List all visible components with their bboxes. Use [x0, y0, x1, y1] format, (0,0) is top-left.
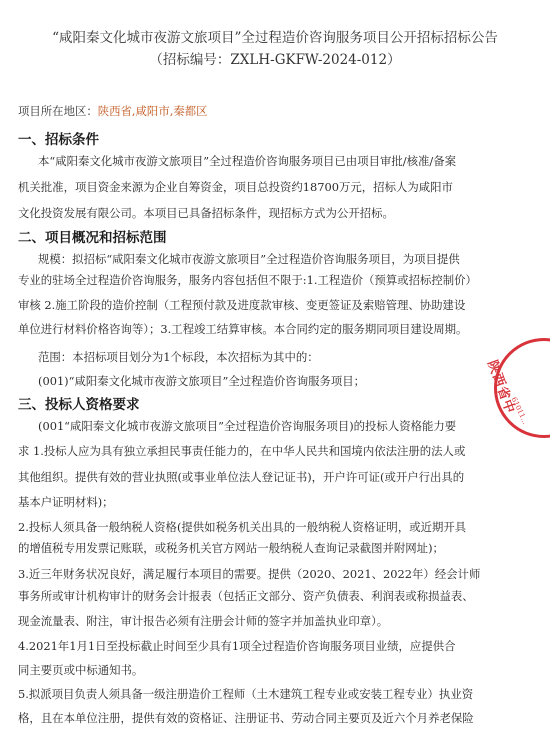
section2-heading: 二、项目概况和招标范围 [18, 230, 167, 246]
section3-line: 4.2021年1月1日至投标截止时间至少具有1项全过程造价咨询服务项目业绩，应提供合 [18, 639, 456, 653]
section2-line: 单位进行材料价格咨询等）；3.工程竣工结算审核。本合同约定的服务期同项目建设周期。 [18, 322, 468, 336]
section3-line: 2.投标人须具备一般纳税人资格(提供如税务机关出具的一般纳税人资格证明，或近期开具 [18, 520, 467, 534]
section1-line: 文化投资发展有限公司。本项目已具备招标条件，现招标方式为公开招标。 [18, 206, 394, 220]
section3-line: 其他组织。提供有效的营业执照(或事业单位法人登记证书)，开户许可证(或开户行出具的 [18, 470, 465, 484]
tender-code-label: （招标编号： [149, 52, 231, 68]
section1-heading: 一、招标条件 [18, 132, 99, 148]
tender-code-close: ） [387, 52, 401, 68]
section1-line: 本“咸阳秦文化城市夜游文旅项目”全过程造价咨询服务项目已由项目审批/核准/备案 [38, 154, 456, 168]
project-location-label: 项目所在地区： [18, 104, 98, 118]
section1-line: 机关批准，项目资金来源为企业自筹资金，项目总投资约18700万元，招标人为咸阳市 [18, 180, 453, 194]
section3-line: 格，且在本单位注册，提供有效的资格证、注册证书、劳动合同主要页及近六个月养老保险 [18, 711, 474, 725]
section3-heading: 三、投标人资格要求 [18, 397, 140, 413]
seal-text: 陕西省中 [484, 358, 518, 417]
tender-code [0, 48, 550, 68]
section3-line: 基本户证明材料)； [18, 495, 114, 509]
section3-line: 求 1.投标人应为具有独立承担民事责任能力的，在中华人民共和国境内依法注册的法人或 [18, 444, 466, 458]
section3-line: (001“咸阳秦文化城市夜游文旅项目”全过程造价咨询服务项目)的投标人资格能力要 [38, 419, 457, 433]
section2-line: (001)“咸阳秦文化城市夜游文旅项目”全过程造价咨询服务项目； [38, 374, 366, 388]
section3-line: 同主要页或中标通知书。 [18, 663, 144, 677]
official-seal [484, 338, 550, 438]
tender-code-value: ZXLH-GKFW-2024-012 [230, 52, 388, 68]
section2-line: 范围：本招标项目划分为1个标段，本次招标为其中的： [38, 350, 319, 364]
project-location-value: 陕西省,咸阳市,秦都区 [97, 104, 208, 118]
section3-line: 现金流量表、附注，审计报告必须有注册会计师的签字并加盖执业印章）。 [18, 614, 389, 628]
section3-line: 事务所或审计机构审计的财务会计报表（包括正文部分、资产负债表、利润表或称损益表、 [18, 589, 474, 603]
announcement-title: “咸阳秦文化城市夜游文旅项目”全过程造价咨询服务项目公开招标招标公告 [52, 30, 498, 46]
section3-line: 3.近三年财务状况良好，满足履行本项目的需要。提供（2020、2021、2022年）经会计师 [18, 567, 481, 581]
section2-line: 规模：拟招标“咸阳秦文化城市夜游文旅项目”全过程造价咨询服务项目，为项目提供 [38, 252, 460, 266]
seal-number: 61011... [509, 396, 530, 426]
project-location [18, 103, 208, 119]
section2-line: 专业的驻场全过程造价咨询服务，服务内容包括但不限于:1.工程造价（预算或招标控制价） [18, 273, 477, 287]
section2-line: 审核 2.施工阶段的造价控制（工程预付款及进度款审核、变更签证及索赔管理、协助建设 [18, 298, 466, 312]
section3-line: 的增值税专用发票记账联，或税务机关官方网站一般纳税人查询记录截图并附网址)； [18, 541, 444, 555]
section3-line: 5.拟派项目负责人须具备一级注册造价工程师（土木建筑工程专业或安装工程专业）执业资 [18, 687, 474, 701]
